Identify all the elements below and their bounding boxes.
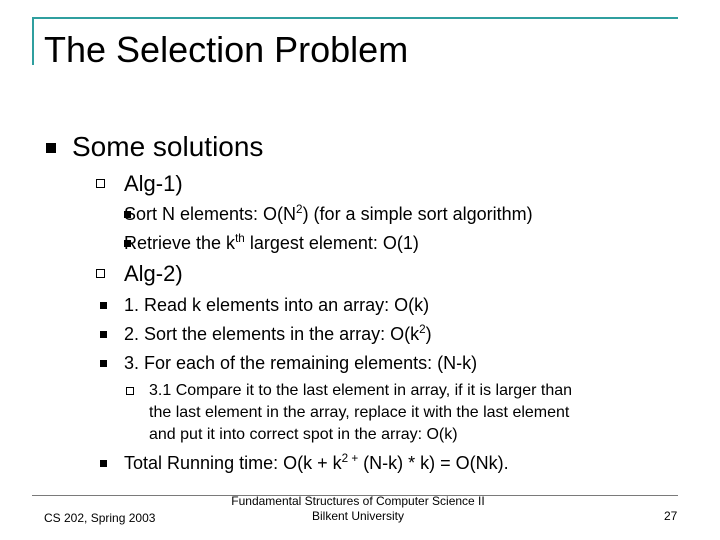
bullet-some-solutions: Some solutions — [72, 131, 264, 162]
footer-center — [208, 494, 508, 524]
alg1-item-sort: Sort N elements: $O(N^2)$ (for a simple sort algorithm) — [124, 203, 533, 224]
alg2-item-read: 1. Read k elements into an array: O(k) — [124, 295, 430, 315]
alg2-subitem-line3: and put it into correct spot in the array: O(k) — [149, 426, 458, 443]
bullet-square-icon — [100, 331, 107, 338]
alg2-total-running-time: Total Running time: $O(k + k^{2 +}$ (N-k) * k) = O(Nk). — [124, 452, 509, 473]
bullet-square-icon — [46, 143, 56, 153]
footer-center-line2: Bilkent University — [311, 509, 405, 523]
title-frame-left — [32, 17, 34, 65]
hollow-square-bullet-icon — [126, 387, 134, 395]
bullet-square-icon — [100, 460, 107, 467]
alg1-label: Alg-1) — [124, 171, 183, 196]
alg2-subitem-line2: the last element in the array, replace it with the last element — [149, 404, 570, 421]
slide-title: The Selection Problem — [44, 29, 409, 70]
page-number: 27 — [664, 509, 678, 523]
bullet-square-icon — [100, 302, 107, 309]
alg2-subitem-line1: 3.1 Compare it to the last element in array, if it is larger than — [149, 382, 573, 399]
footer-center-line1: Fundamental Structures of Computer Science II — [231, 494, 485, 508]
alg1-item-retrieve: Retrieve the $k^{th}$ largest element: O(1) — [124, 232, 419, 253]
bullet-square-icon — [100, 360, 107, 367]
alg2-label: Alg-2) — [124, 261, 183, 286]
alg2-item-remaining: 3. For each of the remaining elements: (N-k) — [124, 353, 478, 373]
alg2-item-sort: 2. Sort the elements in the array: $O(k^2)$ — [124, 323, 432, 344]
hollow-square-bullet-icon — [96, 269, 105, 278]
footer-course: CS 202, Spring 2003 — [44, 511, 156, 525]
hollow-square-bullet-icon — [96, 179, 105, 188]
title-frame-top — [32, 17, 678, 19]
